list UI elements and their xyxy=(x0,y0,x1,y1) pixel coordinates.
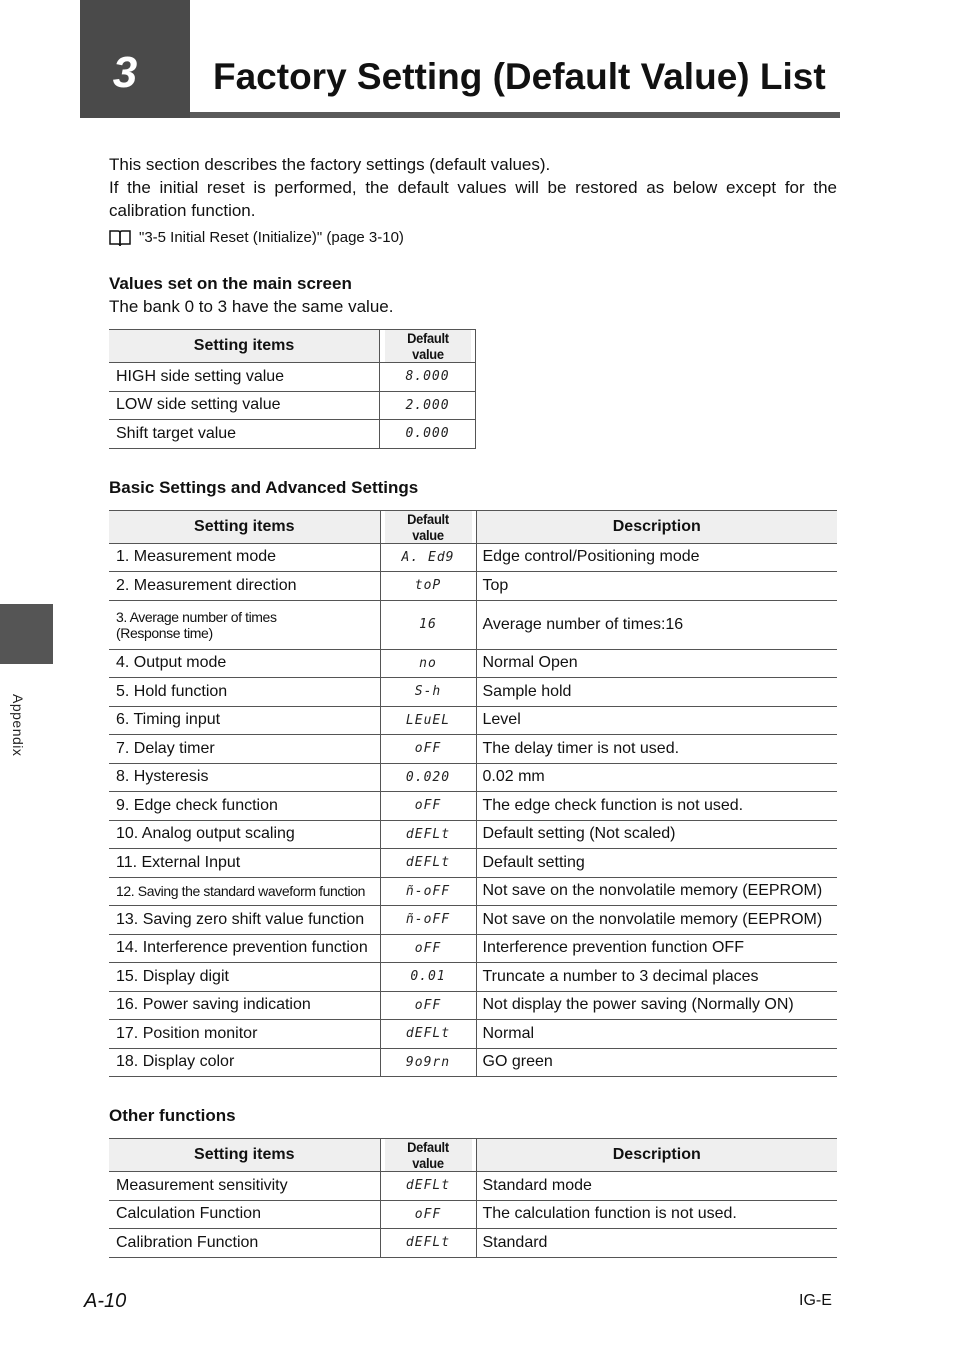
description-cell: Level xyxy=(476,706,837,735)
main-screen-table xyxy=(109,329,476,449)
description-cell: Default setting xyxy=(476,849,837,878)
default-value-cell: LEuEL xyxy=(380,706,476,735)
default-value-cell: dEFLt xyxy=(380,1020,476,1049)
setting-item-cell: 17. Position monitor xyxy=(109,1020,380,1049)
column-header: Default value xyxy=(384,510,472,543)
description-cell: Truncate a number to 3 decimal places xyxy=(476,963,837,992)
setting-item-cell: HIGH side setting value xyxy=(109,363,380,392)
table-row xyxy=(109,1200,837,1229)
default-value-cell: oFF xyxy=(380,934,476,963)
setting-item-cell: 14. Interference prevention function xyxy=(109,934,380,963)
description-cell: Normal Open xyxy=(476,649,837,678)
intro-section xyxy=(109,153,837,249)
table-row xyxy=(109,820,837,849)
setting-item-cell: 18. Display color xyxy=(109,1048,380,1077)
setting-item-cell: LOW side setting value xyxy=(109,391,380,420)
description-cell: 0.02 mm xyxy=(476,763,837,792)
intro-line-2: If the initial reset is performed, the default values will be restored as below except for the calibration function. xyxy=(109,178,837,220)
main-screen-section xyxy=(109,273,837,449)
setting-item-cell: 10. Analog output scaling xyxy=(109,820,380,849)
column-header: Description xyxy=(476,510,837,543)
default-value-cell: 2.000 xyxy=(380,391,476,420)
setting-item-cell: 11. External Input xyxy=(109,849,380,878)
default-value-cell: 0.000 xyxy=(380,420,476,449)
table-row xyxy=(109,877,837,906)
table-row xyxy=(109,543,837,572)
basic-settings-table xyxy=(109,510,837,1078)
default-value-cell: 9o9rn xyxy=(380,1048,476,1077)
table-row xyxy=(109,991,837,1020)
setting-item-cell: 5. Hold function xyxy=(109,678,380,707)
chapter-number: 3 xyxy=(112,48,138,97)
page-content xyxy=(109,153,837,1258)
table-row xyxy=(109,706,837,735)
setting-item-cell: Calibration Function xyxy=(109,1229,380,1258)
description-cell: Default setting (Not scaled) xyxy=(476,820,837,849)
column-header: Setting items xyxy=(109,330,380,363)
setting-item-cell: 13. Saving zero shift value function xyxy=(109,906,380,935)
other-functions-section xyxy=(109,1105,837,1258)
default-value-cell: oFF xyxy=(380,1200,476,1229)
chapter-number-block xyxy=(80,0,190,118)
description-cell: Sample hold xyxy=(476,678,837,707)
default-value-cell: oFF xyxy=(380,792,476,821)
default-value-cell: ñ-oFF xyxy=(380,877,476,906)
title-underline xyxy=(190,112,840,118)
intro-line-1: This section describes the factory settings (default values). xyxy=(109,155,551,174)
page-number: A-10 xyxy=(84,1290,127,1312)
other-functions-heading: Other functions xyxy=(109,1106,236,1125)
default-value-cell: ñ-oFF xyxy=(380,906,476,935)
default-value-cell: 8.000 xyxy=(380,363,476,392)
other-functions-table xyxy=(109,1138,837,1258)
default-value-cell: toP xyxy=(380,572,476,601)
description-cell: Not save on the nonvolatile memory (EEPROM) xyxy=(476,906,837,935)
description-cell: Not save on the nonvolatile memory (EEPROM) xyxy=(476,877,837,906)
table-row xyxy=(109,1048,837,1077)
document-code: IG-E xyxy=(799,1292,832,1309)
table-row xyxy=(109,420,476,449)
default-value-cell: dEFLt xyxy=(380,849,476,878)
page-reference-text: "3-5 Initial Reset (Initialize)" (page 3-10) xyxy=(139,229,404,246)
default-value-cell: A. Ed9 xyxy=(380,543,476,572)
setting-item-cell: 2. Measurement direction xyxy=(109,572,380,601)
table-row xyxy=(109,649,837,678)
table-row xyxy=(109,735,837,764)
table-row xyxy=(109,572,837,601)
default-value-cell: dEFLt xyxy=(380,1229,476,1258)
table-row xyxy=(109,391,476,420)
default-value-cell: oFF xyxy=(380,735,476,764)
table-row xyxy=(109,849,837,878)
default-value-cell: oFF xyxy=(380,991,476,1020)
description-cell: Interference prevention function OFF xyxy=(476,934,837,963)
default-value-cell: 0.01 xyxy=(380,963,476,992)
setting-item-cell: 7. Delay timer xyxy=(109,735,380,764)
setting-item-cell: 16. Power saving indication xyxy=(109,991,380,1020)
setting-item-cell: Calculation Function xyxy=(109,1200,380,1229)
setting-item-cell: 6. Timing input xyxy=(109,706,380,735)
description-cell: The delay timer is not used. xyxy=(476,735,837,764)
description-cell: Average number of times:16 xyxy=(476,600,837,649)
description-cell: Standard mode xyxy=(476,1172,837,1201)
table-row xyxy=(109,792,837,821)
default-value-cell: 16 xyxy=(380,600,476,649)
table-header-row xyxy=(109,330,476,363)
setting-item-cell: 4. Output mode xyxy=(109,649,380,678)
default-value-cell: dEFLt xyxy=(380,820,476,849)
sidebar-label: Appendix xyxy=(10,694,26,757)
table-row xyxy=(109,934,837,963)
table-row xyxy=(109,600,837,649)
page-title: Factory Setting (Default Value) List xyxy=(213,56,826,97)
description-cell: Normal xyxy=(476,1020,837,1049)
description-cell: The calculation function is not used. xyxy=(476,1200,837,1229)
description-cell: GO green xyxy=(476,1048,837,1077)
table-header-row xyxy=(109,1139,837,1172)
column-header: Default value xyxy=(384,1139,472,1172)
setting-item-cell: 15. Display digit xyxy=(109,963,380,992)
basic-settings-section xyxy=(109,477,837,1078)
description-cell: Top xyxy=(476,572,837,601)
column-header: Default value xyxy=(383,330,471,363)
sidebar-tab xyxy=(0,604,53,664)
description-cell: Not display the power saving (Normally ON) xyxy=(476,991,837,1020)
table-row xyxy=(109,906,837,935)
setting-item-cell: 3. Average number of times (Response time) xyxy=(109,600,380,649)
table-row xyxy=(109,763,837,792)
table-row xyxy=(109,1229,837,1258)
default-value-cell: no xyxy=(380,649,476,678)
description-cell: The edge check function is not used. xyxy=(476,792,837,821)
page-reference[interactable] xyxy=(109,227,837,249)
description-cell: Standard xyxy=(476,1229,837,1258)
default-value-cell: 0.020 xyxy=(380,763,476,792)
default-value-cell: dEFLt xyxy=(380,1172,476,1201)
table-row xyxy=(109,1172,837,1201)
table-row xyxy=(109,1020,837,1049)
basic-settings-heading: Basic Settings and Advanced Settings xyxy=(109,477,419,497)
table-row xyxy=(109,363,476,392)
default-value-cell: S-h xyxy=(380,678,476,707)
table-header-row xyxy=(109,510,837,543)
column-header: Setting items xyxy=(109,1139,380,1172)
main-screen-heading: Values set on the main screen xyxy=(109,274,352,293)
setting-item-cell: 8. Hysteresis xyxy=(109,763,380,792)
setting-item-cell: 9. Edge check function xyxy=(109,792,380,821)
table-row xyxy=(109,678,837,707)
setting-item-cell: Measurement sensitivity xyxy=(109,1172,380,1201)
setting-item-cell: Shift target value xyxy=(109,420,380,449)
setting-item-cell: 12. Saving the standard waveform function xyxy=(109,877,380,906)
main-screen-subtext: The bank 0 to 3 have the same value. xyxy=(109,297,394,316)
description-cell: Edge control/Positioning mode xyxy=(476,543,837,572)
setting-item-cell: 1. Measurement mode xyxy=(109,543,380,572)
column-header: Setting items xyxy=(109,510,380,543)
column-header: Description xyxy=(476,1139,837,1172)
book-icon xyxy=(109,229,131,247)
table-row xyxy=(109,963,837,992)
